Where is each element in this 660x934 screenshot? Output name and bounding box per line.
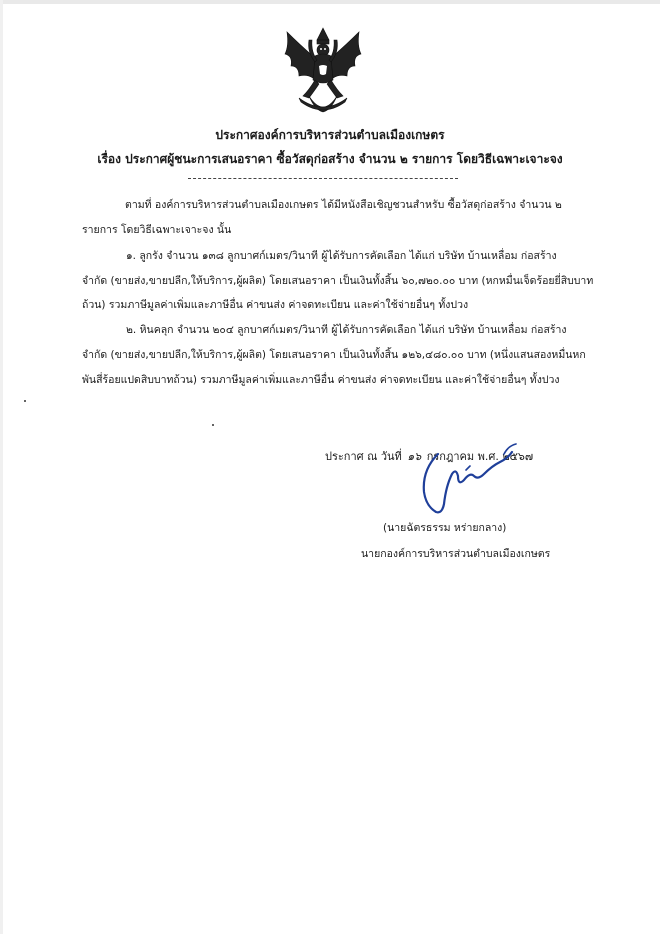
garuda-emblem-icon (279, 26, 367, 118)
date-month-year: กรกฎาคม พ.ศ. ๒๕๖๗ (426, 450, 534, 463)
signatory-name: (นายฉัตรธรรม หร่ายกลาง) (383, 522, 507, 534)
item-2-line: ๒. หินคลุก จำนวน ๒๐๔ ลูกบาศก์เมตร/วินาที ผู้ได้รับการคัดเลือก ได้แก่ บริษัท บ้านเหลื่อม ก่อสร้าง (126, 324, 567, 336)
date-day-handwritten: ๑๖ (407, 450, 422, 463)
item-1-line: ๑. ลูกรัง จำนวน ๑๓๘ ลูกบาศก์เมตร/วินาที ผู้ได้รับการคัดเลือก ได้แก่ บริษัท บ้านเหลื่อม ก่อสร้าง (126, 250, 557, 262)
signatory-position: นายกองค์การบริหารส่วนตำบลเมืองเกษตร (361, 548, 551, 560)
item-2-line: จำกัด (ขายส่ง,ขายปลีก,ให้บริการ,ผู้ผลิต) โดยเสนอราคา เป็นเงินทั้งสิ้น ๑๒๖,๔๘๐.๐๐ บาท (หนึ่งแสนสองหมื่นหก (82, 349, 586, 361)
scan-speck (24, 400, 26, 402)
item-1-line: จำกัด (ขายส่ง,ขายปลีก,ให้บริการ,ผู้ผลิต) โดยเสนอราคา เป็นเงินทั้งสิ้น ๖๐,๗๒๐.๐๐ บาท (หกหมื่นเจ็ดร้อยยี่สิบบาท (82, 275, 594, 287)
scan-speck (212, 424, 214, 426)
scan-edge-top (0, 0, 660, 4)
item-2-line: พันสี่ร้อยแปดสิบบาทถ้วน) รวมภาษีมูลค่าเพิ่มและภาษีอื่น ค่าขนส่ง ค่าจดทะเบียน และค่าใช้จ่ายอื่นๆ ทั้งปวง (82, 374, 560, 386)
item-1-line: ถ้วน) รวมภาษีมูลค่าเพิ่มและภาษีอื่น ค่าขนส่ง ค่าจดทะเบียน และค่าใช้จ่ายอื่นๆ ทั้งปวง (82, 299, 469, 311)
announcement-subject: เรื่อง ประกาศผู้ชนะการเสนอราคา ซื้อวัสดุก่อสร้าง จำนวน ๒ รายการ โดยวิธีเฉพาะเจาะจง (97, 152, 563, 166)
date-prefix: ประกาศ ณ วันที่ (325, 450, 402, 463)
handwritten-signature (408, 440, 528, 520)
body-line: รายการ โดยวิธีเฉพาะเจาะจง นั้น (82, 224, 232, 236)
title-divider (188, 178, 458, 179)
body-line: ตามที่ องค์การบริหารส่วนตำบลเมืองเกษตร ได้มีหนังสือเชิญชวนสำหรับ ซื้อวัสดุก่อสร้าง จำนวน ๒ (125, 199, 562, 211)
announcement-title: ประกาศองค์การบริหารส่วนตำบลเมืองเกษตร (215, 128, 445, 142)
